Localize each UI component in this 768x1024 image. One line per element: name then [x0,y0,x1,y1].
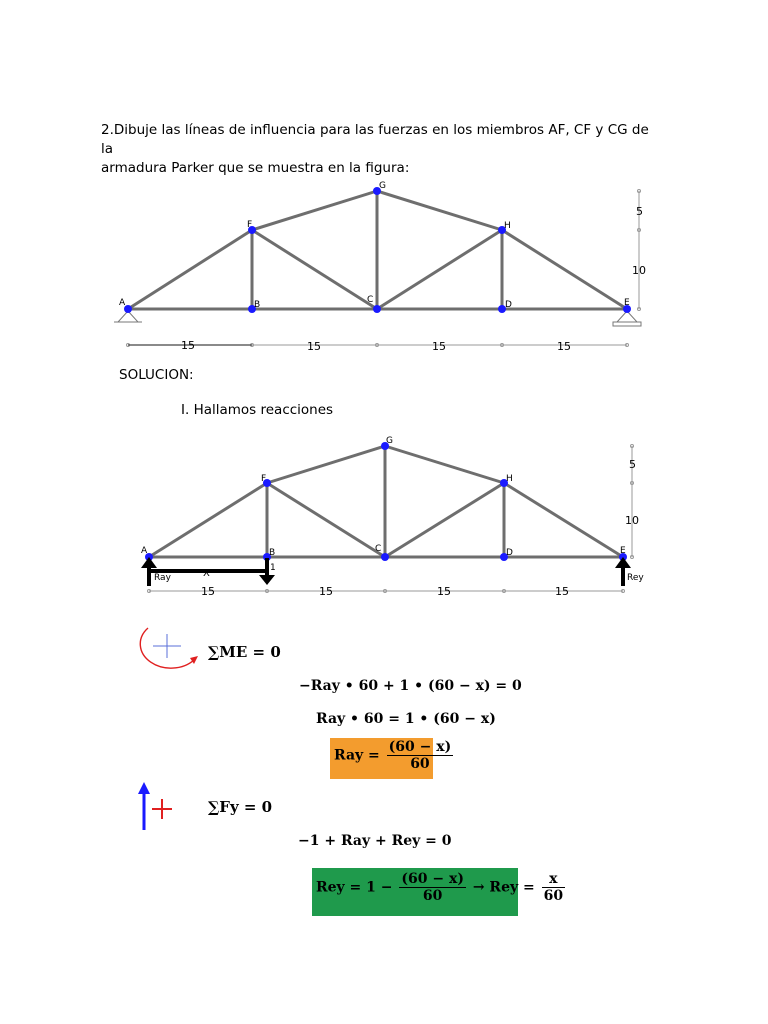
rey-numerator: (60 − x) [401,871,464,887]
problem-line-1: 2.Dibuje las líneas de influencia para las fuerzas en los miembros AF, CF y CG de la [101,122,649,157]
truss-figure-1 [0,170,768,360]
node2-label-h: H [506,474,513,484]
solution-heading: SOLUCION: [119,367,194,383]
ray-fraction [387,739,454,772]
dim2-height-5: 5 [629,458,636,471]
sum-moment-eq: ∑ME = 0 [208,643,281,661]
force-equation: −1 + Ray + Rey = 0 [298,833,452,849]
step-heading: I. Hallamos reacciones [181,402,334,418]
node-label-h: H [504,221,511,231]
node-label-d: D [505,300,512,310]
node2-label-e: E [620,546,626,556]
dim2-span-3: 15 [437,585,451,598]
truss-figure-2 [0,430,768,605]
node2-label-b: B [269,548,276,558]
node-label-a: A [119,298,126,308]
node2-label-d: D [506,548,513,558]
dim2-span-4: 15 [555,585,569,598]
dim-span-2: 15 [307,340,321,353]
moment-equation: −Ray • 60 + 1 • (60 − x) = 0 [299,678,522,694]
rey-fraction-2 [542,871,565,904]
moment-convention-icon [132,622,212,678]
node2-label-g: G [386,436,393,446]
distance-x-label: X [203,568,210,579]
dim2-span-1: 15 [201,585,215,598]
rey-lhs: Rey = 1 − [316,879,393,896]
unit-load-label: 1 [270,563,276,573]
rey-result [316,871,567,904]
force-convention-icon [134,782,178,832]
ray-lhs: Ray = [334,747,380,764]
node-label-e: E [624,298,630,308]
ray-denominator: 60 [410,756,430,772]
rey-numerator-2: x [542,871,565,888]
sum-force-eq: ∑Fy = 0 [208,798,273,816]
node2-label-c: C [375,544,382,554]
dim-span-3: 15 [432,340,446,353]
node-label-g: G [379,181,386,191]
reaction-label-ray: Ray [154,573,171,583]
moment-solved: Ray • 60 = 1 • (60 − x) [316,711,496,727]
problem-line-2: armadura Parker que se muestra en la figura: [101,160,410,176]
dim-span-1: 15 [181,339,195,352]
rey-denominator: 60 [422,888,443,904]
rey-arrow: → Rey = [472,879,535,896]
node-label-b: B [254,300,261,310]
dim2-span-2: 15 [319,585,333,598]
dim2-height-10: 10 [625,514,639,527]
node2-label-f: F [261,474,267,484]
dim-height-5: 5 [636,205,643,218]
rey-denominator-2: 60 [543,888,564,904]
ray-result [334,739,455,772]
node2-label-a: A [141,546,148,556]
node-label-c: C [367,295,374,305]
dim-height-10: 10 [632,264,646,277]
node-label-f: F [247,220,253,230]
ray-numerator: (60 − x) [388,739,452,755]
rey-fraction [399,871,466,904]
reaction-label-rey: Rey [627,573,644,583]
dim-span-4: 15 [557,340,571,353]
